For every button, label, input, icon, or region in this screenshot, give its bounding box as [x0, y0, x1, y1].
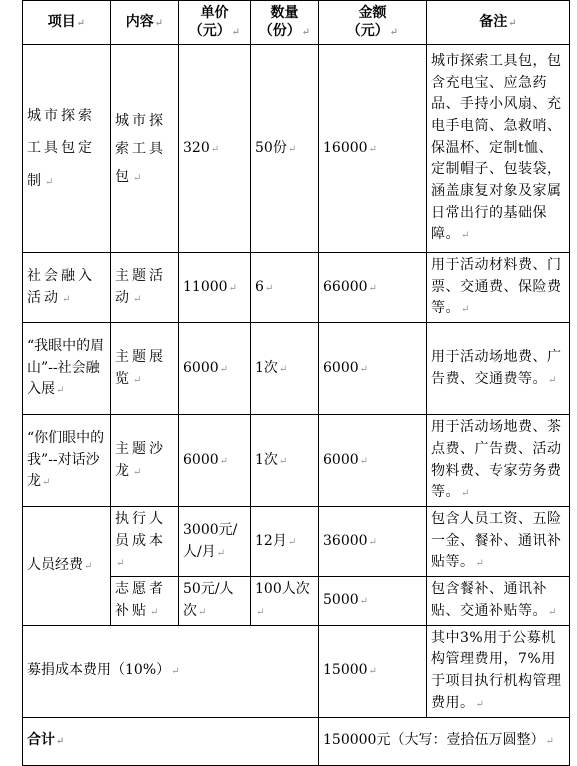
cell-note: 城市探索工具包，包含充电宝、应急药品、手持小风扇、充电手电筒、急救哨、保温杯、定制t恤、定制帽子、包装袋，涵盖康复对象及家属日常出行的基础保障。↵	[427, 45, 570, 253]
cell-item: 人员经费↵	[23, 507, 111, 625]
cell-price: 320↵	[179, 45, 251, 253]
header-item: 项目↵	[23, 1, 111, 45]
cell-content: 执行人员成本↵	[111, 507, 179, 577]
header-content: 内容↵	[111, 1, 179, 45]
cell-amount: 5000↵	[319, 577, 427, 625]
header-note: 备注↵	[427, 1, 570, 45]
header-price: 单价 （元）↵	[179, 1, 251, 45]
cell-price: 11000↵	[179, 253, 251, 323]
cell-price: 6000↵	[179, 415, 251, 507]
cell-qty: 50份↵	[251, 45, 319, 253]
cell-qty: 1次↵	[251, 323, 319, 415]
fundraising-note: 其中3%用于公募机构管理费用，7%用于项目执行机构管理费用。↵	[427, 625, 570, 717]
total-label: 合计↵	[23, 717, 319, 765]
cell-qty: 12月↵	[251, 507, 319, 577]
cell-qty: 100人次↵	[251, 577, 319, 625]
cell-note: 包含餐补、通讯补贴、交通补贴等。↵	[427, 577, 570, 625]
cell-amount: 16000↵	[319, 45, 427, 253]
fundraising-row	[23, 625, 570, 717]
cell-amount: 66000↵	[319, 253, 427, 323]
fundraising-amount: 15000↵	[319, 625, 427, 717]
cell-note: 包含人员工资、五险一金、餐补、通讯补贴等。↵	[427, 507, 570, 577]
cell-content: 志愿者补贴↵	[111, 577, 179, 625]
cell-note: 用于活动场地费、茶点费、广告费、活动物料费、专家劳务费等。↵	[427, 415, 570, 507]
cell-qty: 1次↵	[251, 415, 319, 507]
header-row	[23, 1, 570, 45]
header-qty: 数量 （份）↵	[251, 1, 319, 45]
cell-content: 主题沙龙↵	[111, 415, 179, 507]
fundraising-label: 募捐成本费用（10%）↵	[23, 625, 319, 717]
cell-amount: 36000↵	[319, 507, 427, 577]
table-row	[23, 415, 570, 507]
cell-price: 6000↵	[179, 323, 251, 415]
cell-amount: 6000↵	[319, 323, 427, 415]
header-amount: 金额 （元）↵	[319, 1, 427, 45]
table-row	[23, 253, 570, 323]
cell-qty: 6↵	[251, 253, 319, 323]
cell-price: 3000元/人/月↵	[179, 507, 251, 577]
cell-item: 社会融入活动↵	[23, 253, 111, 323]
cell-content: 主题活动↵	[111, 253, 179, 323]
cell-item: “我眼中的眉山”--社会融入展↵	[23, 323, 111, 415]
total-value: 150000元（大写：壹拾伍万圆整）↵	[319, 717, 570, 765]
cell-price: 50元/人次↵	[179, 577, 251, 625]
table-row	[23, 507, 570, 577]
cell-content: 主题展览↵	[111, 323, 179, 415]
cell-note: 用于活动材料费、门票、交通费、保险费等。↵	[427, 253, 570, 323]
table-row	[23, 45, 570, 253]
total-row	[23, 717, 570, 765]
cell-amount: 6000↵	[319, 415, 427, 507]
budget-table	[22, 0, 570, 766]
table-row	[23, 323, 570, 415]
cell-content: 城市探索工具包↵	[111, 45, 179, 253]
cell-note: 用于活动场地费、广告费、交通费等。↵	[427, 323, 570, 415]
cell-item: “你们眼中的我”--对话沙龙↵	[23, 415, 111, 507]
cell-item: 城市探索工具包定制↵	[23, 45, 111, 253]
